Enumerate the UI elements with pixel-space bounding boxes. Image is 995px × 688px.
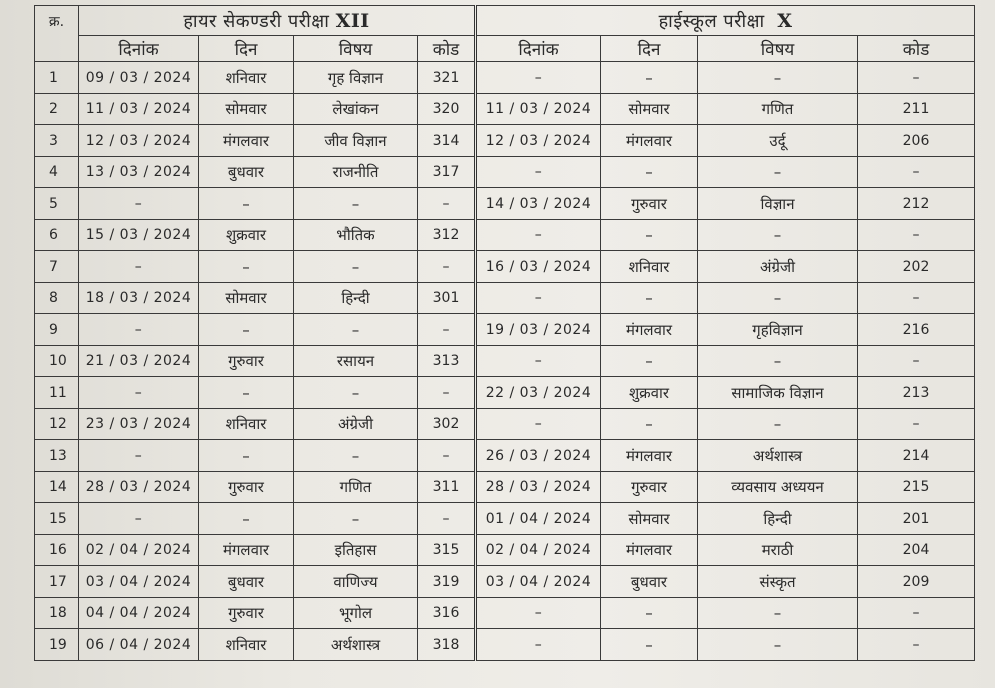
xii-day-cell: मंगलवार <box>199 535 294 566</box>
xii-day-cell: सोमवार <box>199 283 294 314</box>
x-date-cell: 22 / 03 / 2024 <box>476 377 601 409</box>
table-row <box>35 251 975 283</box>
xii-date-cell: – <box>79 377 199 409</box>
xii-code-cell: – <box>418 503 476 535</box>
x-code-cell: 211 <box>858 94 975 125</box>
x-date-cell: – <box>476 283 601 314</box>
table-row <box>35 314 975 346</box>
xii-code-cell: – <box>418 440 476 472</box>
table-row <box>35 440 975 472</box>
header-row-columns <box>35 36 975 62</box>
x-code-cell: 212 <box>858 188 975 220</box>
x-date-header: दिनांक <box>476 36 601 62</box>
xii-day-cell: – <box>199 377 294 409</box>
x-code-cell: 213 <box>858 377 975 409</box>
xii-date-cell: – <box>79 314 199 346</box>
xii-date-cell: – <box>79 251 199 283</box>
table-row <box>35 598 975 629</box>
table-row <box>35 188 975 220</box>
serial-cell: 14 <box>35 472 79 503</box>
x-day-cell: – <box>601 62 698 94</box>
serial-cell: 11 <box>35 377 79 409</box>
x-date-cell: 11 / 03 / 2024 <box>476 94 601 125</box>
xii-code-cell: – <box>418 188 476 220</box>
xii-code-cell: 317 <box>418 157 476 188</box>
x-code-cell: – <box>858 629 975 661</box>
xii-suffix: XII <box>335 9 370 32</box>
x-date-cell: 28 / 03 / 2024 <box>476 472 601 503</box>
table-row <box>35 283 975 314</box>
xii-subject-header: विषय <box>294 36 418 62</box>
x-code-cell: – <box>858 409 975 440</box>
xii-date-cell: 13 / 03 / 2024 <box>79 157 199 188</box>
xii-date-cell: 03 / 04 / 2024 <box>79 566 199 598</box>
table-row <box>35 94 975 125</box>
xii-day-cell: मंगलवार <box>199 125 294 157</box>
x-code-cell: 206 <box>858 125 975 157</box>
xii-subject-cell: गणित <box>294 472 418 503</box>
x-subject-cell: – <box>698 62 858 94</box>
x-date-cell: – <box>476 409 601 440</box>
xii-day-cell: बुधवार <box>199 566 294 598</box>
xii-subject-cell: गृह विज्ञान <box>294 62 418 94</box>
x-code-cell: 215 <box>858 472 975 503</box>
serial-cell: 13 <box>35 440 79 472</box>
xii-date-cell: 11 / 03 / 2024 <box>79 94 199 125</box>
x-day-cell: बुधवार <box>601 566 698 598</box>
xii-subject-cell: जीव विज्ञान <box>294 125 418 157</box>
x-subject-cell: विज्ञान <box>698 188 858 220</box>
x-date-cell: 02 / 04 / 2024 <box>476 535 601 566</box>
x-subject-cell: सामाजिक विज्ञान <box>698 377 858 409</box>
xii-code-cell: – <box>418 251 476 283</box>
x-day-cell: – <box>601 157 698 188</box>
x-date-cell: – <box>476 220 601 251</box>
x-code-cell: – <box>858 598 975 629</box>
table-row <box>35 472 975 503</box>
x-code-cell: 216 <box>858 314 975 346</box>
xii-title: हायर सेकण्डरी परीक्षा <box>183 10 330 32</box>
xii-date-cell: 02 / 04 / 2024 <box>79 535 199 566</box>
table-row <box>35 566 975 598</box>
x-day-cell: – <box>601 598 698 629</box>
table-row <box>35 62 975 94</box>
x-day-cell: मंगलवार <box>601 125 698 157</box>
x-subject-cell: गणित <box>698 94 858 125</box>
x-subject-cell: – <box>698 629 858 661</box>
serial-cell: 8 <box>35 283 79 314</box>
xii-date-cell: – <box>79 188 199 220</box>
xii-day-cell: – <box>199 251 294 283</box>
x-date-cell: 14 / 03 / 2024 <box>476 188 601 220</box>
x-group-header <box>476 6 975 36</box>
x-subject-cell: मराठी <box>698 535 858 566</box>
x-day-cell: मंगलवार <box>601 314 698 346</box>
x-date-cell: 16 / 03 / 2024 <box>476 251 601 283</box>
xii-day-cell: शनिवार <box>199 629 294 661</box>
xii-date-cell: 28 / 03 / 2024 <box>79 472 199 503</box>
xii-code-cell: 320 <box>418 94 476 125</box>
xii-subject-cell: – <box>294 440 418 472</box>
xii-subject-cell: राजनीति <box>294 157 418 188</box>
x-day-cell: सोमवार <box>601 94 698 125</box>
serial-cell: 6 <box>35 220 79 251</box>
x-code-cell: 209 <box>858 566 975 598</box>
xii-date-header: दिनांक <box>79 36 199 62</box>
x-code-cell: – <box>858 346 975 377</box>
xii-day-cell: शुक्रवार <box>199 220 294 251</box>
x-date-cell: – <box>476 62 601 94</box>
xii-subject-cell: लेखांकन <box>294 94 418 125</box>
serial-cell: 19 <box>35 629 79 661</box>
x-code-cell: 202 <box>858 251 975 283</box>
serial-header: क्र. <box>35 6 79 62</box>
header-row-groups <box>35 6 975 36</box>
xii-code-cell: 311 <box>418 472 476 503</box>
table-row <box>35 220 975 251</box>
x-date-cell: – <box>476 598 601 629</box>
xii-code-cell: 316 <box>418 598 476 629</box>
x-title: हाईस्कूल परीक्षा <box>658 10 765 32</box>
x-day-cell: – <box>601 409 698 440</box>
x-day-cell: शुक्रवार <box>601 377 698 409</box>
serial-cell: 7 <box>35 251 79 283</box>
xii-code-cell: 314 <box>418 125 476 157</box>
x-day-cell: शनिवार <box>601 251 698 283</box>
x-subject-cell: उर्दू <box>698 125 858 157</box>
xii-subject-cell: भौतिक <box>294 220 418 251</box>
xii-subject-cell: रसायन <box>294 346 418 377</box>
xii-code-header: कोड <box>418 36 476 62</box>
x-subject-cell: – <box>698 409 858 440</box>
xii-subject-cell: वाणिज्य <box>294 566 418 598</box>
x-day-cell: गुरुवार <box>601 472 698 503</box>
table-row <box>35 409 975 440</box>
xii-day-cell: गुरुवार <box>199 346 294 377</box>
xii-code-cell: 321 <box>418 62 476 94</box>
xii-day-cell: – <box>199 503 294 535</box>
xii-date-cell: 21 / 03 / 2024 <box>79 346 199 377</box>
x-code-cell: – <box>858 157 975 188</box>
xii-day-cell: शनिवार <box>199 409 294 440</box>
xii-date-cell: 15 / 03 / 2024 <box>79 220 199 251</box>
xii-subject-cell: अर्थशास्त्र <box>294 629 418 661</box>
xii-day-cell: गुरुवार <box>199 598 294 629</box>
x-code-cell: 204 <box>858 535 975 566</box>
x-day-cell: मंगलवार <box>601 440 698 472</box>
x-subject-cell: अंग्रेजी <box>698 251 858 283</box>
xii-subject-cell: – <box>294 377 418 409</box>
table-row <box>35 346 975 377</box>
x-code-cell: 201 <box>858 503 975 535</box>
table-row <box>35 535 975 566</box>
x-code-cell: – <box>858 62 975 94</box>
xii-group-header <box>79 6 476 36</box>
x-day-cell: गुरुवार <box>601 188 698 220</box>
xii-date-cell: 12 / 03 / 2024 <box>79 125 199 157</box>
x-day-cell: – <box>601 346 698 377</box>
x-date-cell: 26 / 03 / 2024 <box>476 440 601 472</box>
xii-date-cell: 18 / 03 / 2024 <box>79 283 199 314</box>
serial-cell: 17 <box>35 566 79 598</box>
x-day-cell: – <box>601 283 698 314</box>
x-subject-cell: हिन्दी <box>698 503 858 535</box>
table-row <box>35 503 975 535</box>
x-subject-cell: – <box>698 157 858 188</box>
xii-code-cell: – <box>418 314 476 346</box>
xii-date-cell: 23 / 03 / 2024 <box>79 409 199 440</box>
x-subject-cell: गृहविज्ञान <box>698 314 858 346</box>
xii-subject-cell: – <box>294 188 418 220</box>
serial-cell: 9 <box>35 314 79 346</box>
table-row <box>35 157 975 188</box>
serial-cell: 4 <box>35 157 79 188</box>
x-code-cell: – <box>858 283 975 314</box>
x-day-header: दिन <box>601 36 698 62</box>
x-day-cell: मंगलवार <box>601 535 698 566</box>
table-row <box>35 377 975 409</box>
xii-date-cell: 09 / 03 / 2024 <box>79 62 199 94</box>
serial-cell: 18 <box>35 598 79 629</box>
x-subject-cell: – <box>698 346 858 377</box>
x-subject-cell: – <box>698 598 858 629</box>
xii-date-cell: – <box>79 503 199 535</box>
xii-subject-cell: हिन्दी <box>294 283 418 314</box>
x-date-cell: 03 / 04 / 2024 <box>476 566 601 598</box>
serial-cell: 5 <box>35 188 79 220</box>
x-date-cell: – <box>476 346 601 377</box>
xii-code-cell: 318 <box>418 629 476 661</box>
serial-cell: 1 <box>35 62 79 94</box>
serial-cell: 12 <box>35 409 79 440</box>
xii-day-header: दिन <box>199 36 294 62</box>
x-day-cell: – <box>601 629 698 661</box>
xii-subject-cell: अंग्रेजी <box>294 409 418 440</box>
x-subject-header: विषय <box>698 36 858 62</box>
serial-cell: 15 <box>35 503 79 535</box>
x-code-cell: – <box>858 220 975 251</box>
xii-day-cell: बुधवार <box>199 157 294 188</box>
xii-code-cell: 302 <box>418 409 476 440</box>
xii-code-cell: 319 <box>418 566 476 598</box>
xii-subject-cell: इतिहास <box>294 535 418 566</box>
x-subject-cell: – <box>698 220 858 251</box>
x-day-cell: – <box>601 220 698 251</box>
x-subject-cell: संस्कृत <box>698 566 858 598</box>
xii-subject-cell: भूगोल <box>294 598 418 629</box>
x-day-cell: सोमवार <box>601 503 698 535</box>
xii-day-cell: गुरुवार <box>199 472 294 503</box>
x-date-cell: – <box>476 157 601 188</box>
xii-day-cell: – <box>199 314 294 346</box>
serial-cell: 16 <box>35 535 79 566</box>
xii-code-cell: 301 <box>418 283 476 314</box>
x-date-cell: – <box>476 629 601 661</box>
xii-code-cell: 313 <box>418 346 476 377</box>
xii-subject-cell: – <box>294 251 418 283</box>
xii-subject-cell: – <box>294 503 418 535</box>
x-suffix: X <box>777 9 793 32</box>
exam-timetable <box>34 5 975 661</box>
xii-day-cell: – <box>199 188 294 220</box>
xii-date-cell: 04 / 04 / 2024 <box>79 598 199 629</box>
x-code-cell: 214 <box>858 440 975 472</box>
xii-date-cell: – <box>79 440 199 472</box>
xii-day-cell: सोमवार <box>199 94 294 125</box>
xii-code-cell: 312 <box>418 220 476 251</box>
xii-day-cell: – <box>199 440 294 472</box>
x-date-cell: 01 / 04 / 2024 <box>476 503 601 535</box>
xii-date-cell: 06 / 04 / 2024 <box>79 629 199 661</box>
x-subject-cell: – <box>698 283 858 314</box>
x-date-cell: 19 / 03 / 2024 <box>476 314 601 346</box>
xii-subject-cell: – <box>294 314 418 346</box>
x-code-header: कोड <box>858 36 975 62</box>
x-subject-cell: अर्थशास्त्र <box>698 440 858 472</box>
x-date-cell: 12 / 03 / 2024 <box>476 125 601 157</box>
xii-code-cell: 315 <box>418 535 476 566</box>
serial-cell: 2 <box>35 94 79 125</box>
x-subject-cell: व्यवसाय अध्ययन <box>698 472 858 503</box>
table-row <box>35 629 975 661</box>
xii-day-cell: शनिवार <box>199 62 294 94</box>
serial-cell: 10 <box>35 346 79 377</box>
timetable-body <box>35 62 975 661</box>
xii-code-cell: – <box>418 377 476 409</box>
table-row <box>35 125 975 157</box>
serial-cell: 3 <box>35 125 79 157</box>
